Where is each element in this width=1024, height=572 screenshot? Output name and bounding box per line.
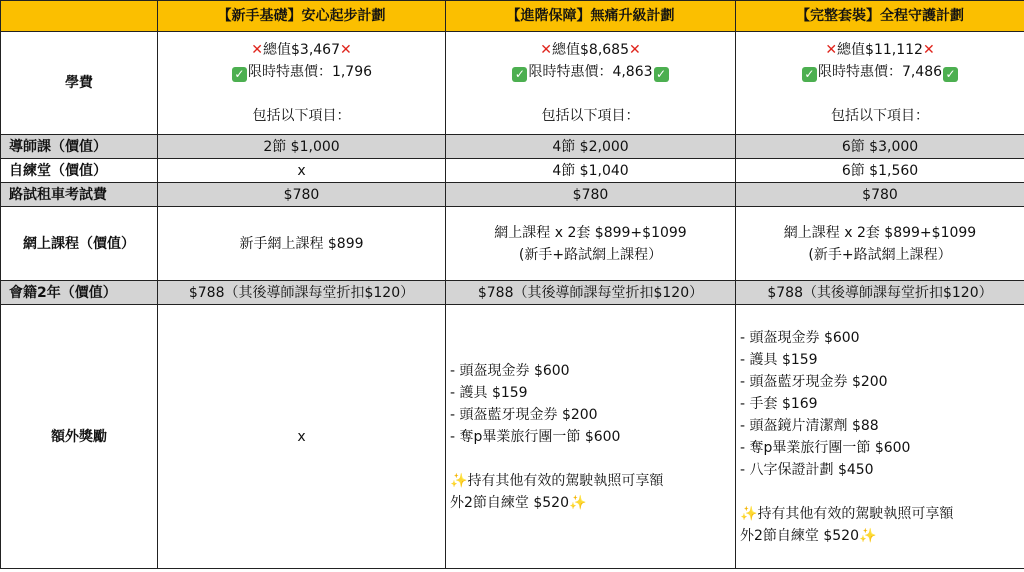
plan-2-online-line: 網上課程 x 2套 $899+$1099 (494, 224, 687, 241)
sparkles-icon: ✨ (859, 527, 877, 544)
plan-1-online-line: 新手網上課程 $899 (239, 235, 364, 252)
plan-2-bonus (446, 305, 736, 569)
cross-icon: ✕ (922, 42, 935, 58)
bonus-item: - 頭盔鏡片清潔劑 $88 (740, 417, 879, 434)
plan-1-membership: $788（其後導師課每堂折扣$120） (158, 281, 446, 305)
bonus-item: - 奪p畢業旅行團一節 $600 (450, 428, 621, 445)
tutor-label: 導師課（價值） (1, 135, 158, 159)
tuition-label: 學費 (1, 32, 158, 135)
plan-3-online-line: 網上課程 x 2套 $899+$1099 (783, 224, 977, 241)
tuition-row (1, 32, 1024, 135)
plan-1-offer: 1,796 (331, 64, 373, 80)
plan-1-road-test: $780 (158, 183, 446, 207)
plan-1-includes: 包括以下項目： (252, 108, 351, 124)
plan-1-offer-label: 限時特惠價： (247, 64, 332, 80)
plan-3-online (736, 207, 1024, 281)
plan-2-online-line: (新手+路試網上課程） (518, 246, 663, 263)
plan-1-online (158, 207, 446, 281)
membership-row (1, 281, 1024, 305)
bonus-item: - 八字保證計劃 $450 (740, 461, 874, 478)
plan-3-includes: 包括以下項目： (831, 108, 929, 124)
bonus-note-line: 外2節自練堂 $520 (740, 527, 859, 544)
bonus-row (1, 305, 1024, 569)
sparkles-icon: ✨ (569, 494, 587, 511)
plan-3-total: 總值$11,112 (837, 42, 923, 58)
cross-icon: ✕ (340, 42, 352, 58)
practice-label: 自練堂（價值） (1, 159, 158, 183)
header-row (1, 1, 1024, 32)
road-test-row (1, 183, 1024, 207)
bonus-item: - 手套 $169 (740, 395, 818, 412)
sparkles-icon: ✨ (740, 505, 758, 522)
bonus-item: - 頭盔藍牙現金券 $200 (740, 373, 888, 390)
plan-2-offer-label: 限時特惠價： (528, 64, 613, 80)
check-icon: ✓ (512, 67, 527, 82)
membership-label: 會籍2年（價值） (1, 281, 158, 305)
bonus-item: - 頭盔現金券 $600 (450, 362, 570, 379)
tutor-row (1, 135, 1024, 159)
plan-3-offer: 7,486 (901, 64, 943, 80)
check-icon: ✓ (943, 67, 958, 82)
online-row (1, 207, 1024, 281)
plan-1-tutor: 2節 $1,000 (158, 135, 446, 159)
plan-2-membership: $788（其後導師課每堂折扣$120） (446, 281, 736, 305)
plan-1-bonus: x (158, 305, 446, 569)
bonus-item: - 護具 $159 (740, 351, 818, 368)
plan-1-title: 【新手基礎】安心起步計劃 (158, 1, 446, 32)
plan-3-tutor: 6節 $3,000 (736, 135, 1024, 159)
plan-3-offer-label: 限時特惠價： (817, 64, 902, 80)
bonus-note-line: 持有其他有效的駕駛執照可享額 (757, 505, 954, 522)
plan-2-includes: 包括以下項目： (541, 108, 640, 124)
plan-3-practice: 6節 $1,560 (736, 159, 1024, 183)
plan-1-tuition (158, 32, 446, 135)
road-test-label: 路試租車考試費 (1, 183, 158, 207)
cross-icon: ✕ (251, 42, 263, 58)
plan-3-tuition (736, 32, 1024, 135)
plan-2-online (446, 207, 736, 281)
plan-2-title: 【進階保障】無痛升級計劃 (446, 1, 736, 32)
check-icon: ✓ (654, 67, 669, 82)
plan-2-road-test: $780 (446, 183, 736, 207)
plan-2-tutor: 4節 $2,000 (446, 135, 736, 159)
plan-2-total: 總值$8,685 (552, 42, 629, 58)
cross-icon: ✕ (540, 42, 552, 58)
online-label: 網上課程（價值） (1, 207, 158, 281)
plan-2-offer: 4,863 (612, 64, 653, 80)
plan-1-practice: x (158, 159, 446, 183)
bonus-item: - 護具 $159 (450, 384, 528, 401)
plan-3-road-test: $780 (736, 183, 1024, 207)
plan-3-title: 【完整套裝】全程守護計劃 (736, 1, 1024, 32)
bonus-label: 額外獎勵 (1, 305, 158, 569)
practice-row (1, 159, 1024, 183)
plan-3-membership: $788（其後導師課每堂折扣$120） (736, 281, 1024, 305)
plan-3-online-line: (新手+路試網上課程） (808, 246, 952, 263)
bonus-note-line: 持有其他有效的駕駛執照可享額 (467, 472, 664, 489)
bonus-item: - 頭盔現金券 $600 (740, 329, 860, 346)
bonus-item: - 頭盔藍牙現金券 $200 (450, 406, 598, 423)
check-icon: ✓ (232, 67, 247, 82)
plan-1-total: 總值$3,467 (263, 42, 340, 58)
plan-2-tuition (446, 32, 736, 135)
cross-icon: ✕ (629, 42, 641, 58)
bonus-item: - 奪p畢業旅行團一節 $600 (740, 439, 911, 456)
header-corner-cell (1, 1, 158, 32)
cross-icon: ✕ (825, 42, 838, 58)
sparkles-icon: ✨ (450, 472, 468, 489)
plan-3-bonus (736, 305, 1024, 569)
bonus-note-line: 外2節自練堂 $520 (450, 494, 569, 511)
plan-2-practice: 4節 $1,040 (446, 159, 736, 183)
check-icon: ✓ (802, 67, 817, 82)
